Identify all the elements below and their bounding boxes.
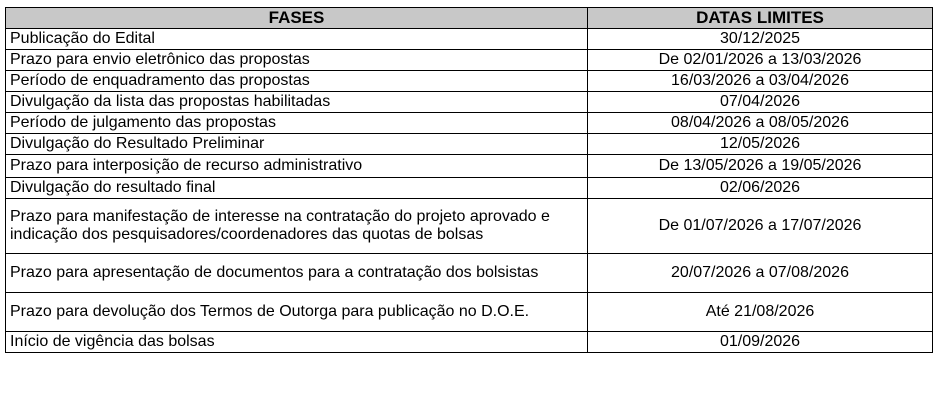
date-cell: 30/12/2025 [588,29,933,50]
table-row [6,29,933,50]
phase-cell: Prazo para interposição de recurso administrativo [6,155,588,178]
table-row [6,199,933,254]
table-row [6,293,933,332]
date-cell: 08/04/2026 a 08/05/2026 [588,113,933,134]
phase-cell: Publicação do Edital [6,29,588,50]
phase-cell: Divulgação do resultado final [6,178,588,199]
schedule-table [5,7,933,353]
table-row [6,155,933,178]
table-row [6,113,933,134]
phase-cell: Período de enquadramento das propostas [6,71,588,92]
date-cell: De 13/05/2026 a 19/05/2026 [588,155,933,178]
table-row [6,92,933,113]
table-row [6,254,933,293]
phase-cell: Prazo para manifestação de interesse na contratação do projeto aprovado e indicação dos pesquisadores/coordenadores das quotas de bolsas [6,199,588,254]
table-row [6,50,933,71]
phase-cell: Prazo para devolução dos Termos de Outorga para publicação no D.O.E. [6,293,588,332]
phase-cell: Prazo para apresentação de documentos para a contratação dos bolsistas [6,254,588,293]
table-row [6,134,933,155]
date-cell: 07/04/2026 [588,92,933,113]
date-cell: 12/05/2026 [588,134,933,155]
date-cell: De 01/07/2026 a 17/07/2026 [588,199,933,254]
date-cell: 01/09/2026 [588,332,933,353]
column-header-deadlines: DATAS LIMITES [588,8,933,29]
phase-cell: Início de vigência das bolsas [6,332,588,353]
phase-cell: Período de julgamento das propostas [6,113,588,134]
date-cell: 16/03/2026 a 03/04/2026 [588,71,933,92]
table-row [6,71,933,92]
phase-cell: Divulgação da lista das propostas habilitadas [6,92,588,113]
date-cell: 20/07/2026 a 07/08/2026 [588,254,933,293]
date-cell: De 02/01/2026 a 13/03/2026 [588,50,933,71]
table-row [6,332,933,353]
phase-cell: Divulgação do Resultado Preliminar [6,134,588,155]
column-header-phases: FASES [6,8,588,29]
phase-cell: Prazo para envio eletrônico das propostas [6,50,588,71]
date-cell: Até 21/08/2026 [588,293,933,332]
table-header-row [6,8,933,29]
table-row [6,178,933,199]
date-cell: 02/06/2026 [588,178,933,199]
